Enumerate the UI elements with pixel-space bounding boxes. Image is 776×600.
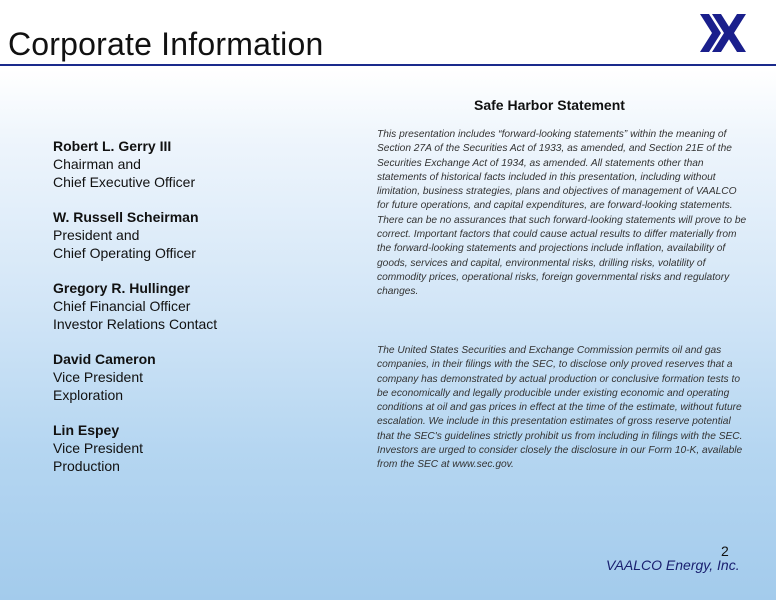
executive-name: Lin Espey <box>53 422 120 438</box>
executive-title: Chairman and <box>53 156 141 172</box>
executive-entry <box>53 421 333 475</box>
title-divider <box>0 64 776 66</box>
executive-title: Chief Financial Officer <box>53 298 191 314</box>
executive-entry <box>53 279 333 333</box>
vaalco-logo-icon <box>698 12 748 54</box>
slide-title: Corporate Information <box>8 26 324 62</box>
executive-title: Investor Relations Contact <box>53 316 218 332</box>
executive-name: Robert L. Gerry III <box>53 138 172 154</box>
company-footer: VAALCO Energy, Inc. <box>606 557 740 573</box>
page-number: 2 <box>721 543 729 559</box>
executive-title: Exploration <box>53 387 124 403</box>
executive-title: Chief Operating Officer <box>53 245 196 261</box>
executive-title: Vice President <box>53 369 144 385</box>
executive-title: Production <box>53 458 120 474</box>
executive-name: Gregory R. Hullinger <box>53 280 190 296</box>
executive-name: David Cameron <box>53 351 156 367</box>
executive-title: Vice President <box>53 440 144 456</box>
executive-name: W. Russell Scheirman <box>53 209 199 225</box>
executive-title: Chief Executive Officer <box>53 174 196 190</box>
executive-entry <box>53 137 333 191</box>
executive-entry <box>53 208 333 262</box>
safe-harbor-paragraph: This presentation includes “forward-looking statements” within the meaning of Section 27A of the Securities Act of 1933, as amended, and Section 21E of the Securities Exchange Act of 1934, as amended. All statements other than statements of historical facts included in this presentation, including without limitation, business strategies, plans and objectives of management of VAALCO for future operations, and capital expenditures, are forward-looking statements. There can be no assurances that such forward-looking statements will prove to be correct. Important factors that could cause actual results to differ materially from the forward-looking statements and projections include inflation, availability of goods, services and capital, environmental risks, drilling risks, volatility of commodity prices, operational risks, foreign governmental risks and regulatory changes. <box>377 129 747 298</box>
safe-harbor-title: Safe Harbor Statement <box>474 97 625 113</box>
executive-list <box>53 137 333 492</box>
executive-entry <box>53 350 333 404</box>
executive-title: President and <box>53 227 140 243</box>
safe-harbor-paragraph: The United States Securities and Exchange Commission permits oil and gas companies, in their filings with the SEC, to disclose only proved reserves that a company has demonstrated by actual production or conclusive formation tests to be economically and legally producible under existing economic and operating conditions at oil and gas prices in effect at the time of the estimate, without future escalation. We include in this presentation estimates of gross reserve potential that the SEC's guidelines strictly prohibit us from including in filings with the SEC. Investors are urged to consider closely the disclosure in our Form 10-K, available from the SEC at www.sec.gov. <box>377 345 743 471</box>
